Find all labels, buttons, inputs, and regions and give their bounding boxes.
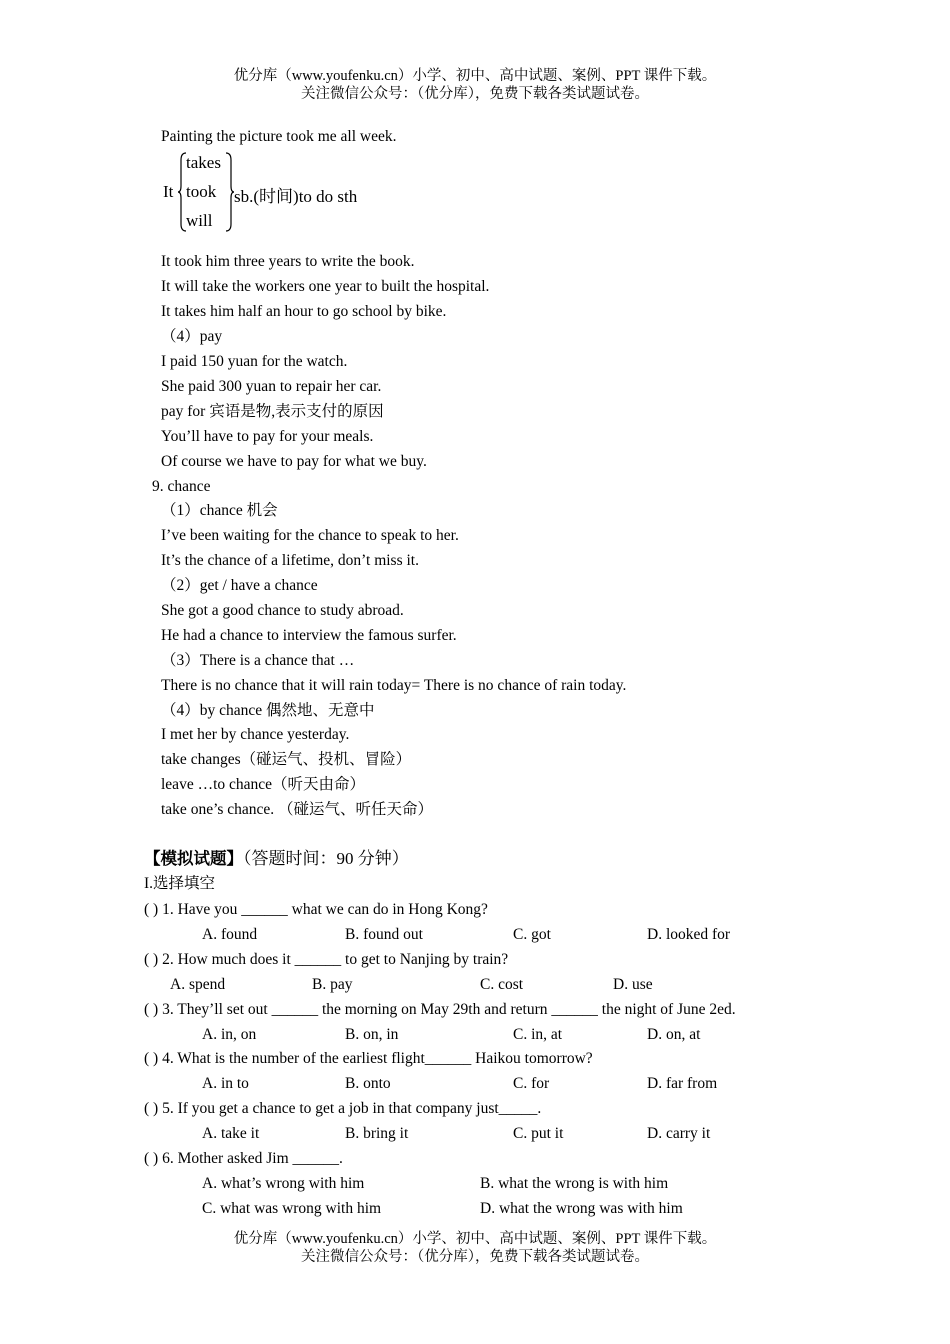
note-line: pay for 宾语是物,表示支付的原因 [161,403,384,420]
note-line: You’ll have to pay for your meals. [161,428,374,445]
note-line: Of course we have to pay for what we buy. [161,453,427,470]
note-line: I met her by chance yesterday. [161,726,350,743]
answer-option: D. looked for [647,926,731,943]
answer-option: A. what’s wrong with him [202,1175,365,1192]
answer-option: A. found [202,926,258,943]
answer-option: C. put it [513,1125,564,1142]
exam-title-label: 【模拟试题】 [144,849,243,868]
note-line: It’s the chance of a lifetime, don’t miss it. [161,552,419,569]
answer-option: D. what the wrong was with him [480,1200,683,1217]
note-line: take one’s chance. （碰运气、听任天命） [161,801,434,818]
answer-option: B. on, in [345,1026,399,1043]
formula-option-takes: takes [186,153,221,172]
answer-option: A. take it [202,1125,260,1142]
note-subheading: （4）by chance 偶然地、无意中 [161,702,375,719]
question-stem: ( ) 4. What is the number of the earliest flight______ Haikou tomorrow? [144,1050,593,1067]
note-line: He had a chance to interview the famous surfer. [161,627,457,644]
answer-option: D. carry it [647,1125,711,1142]
formula-it: It [163,182,174,201]
question-stem: ( ) 5. If you get a chance to get a job in that company just_____. [144,1100,542,1117]
answer-option: C. what was wrong with him [202,1200,382,1217]
note-line: It will take the workers one year to built the hospital. [161,278,490,295]
formula-option-will: will [186,211,213,230]
answer-option: C. cost [480,976,524,993]
answer-option: B. bring it [345,1125,409,1142]
exam-title [144,848,409,870]
note-line: There is no chance that it will rain today= There is no chance of rain today. [161,677,627,694]
answer-option: A. spend [170,976,226,993]
answer-option: D. use [613,976,653,993]
note-subheading: （1）chance 机会 [161,502,278,519]
answer-option: C. for [513,1075,550,1092]
formula-option-took: took [186,182,217,201]
answer-option: B. what the wrong is with him [480,1175,669,1192]
answer-option: B. found out [345,926,423,943]
answer-option: C. in, at [513,1026,563,1043]
note-line: leave …to chance（听天由命） [161,776,366,793]
exam-time: （答题时间：90 分钟） [243,849,409,868]
page-header-line-1: 优分库（www.youfenku.cn）小学、初中、高中试题、案例、PPT 课件下载。 [233,68,717,84]
answer-option: B. pay [312,976,353,993]
answer-option: D. far from [647,1075,718,1092]
answer-option: A. in, on [202,1026,257,1043]
note-line: take changes（碰运气、投机、冒险） [161,751,412,768]
note-line: She got a good chance to study abroad. [161,602,404,619]
example-sentence: Painting the picture took me all week. [161,128,397,145]
exam-part-heading: I.选择填空 [144,875,216,892]
note-line: It took him three years to write the book. [161,253,415,270]
question-stem: ( ) 3. They’ll set out ______ the morning on May 29th and return ______ the night of June 2ed. [144,1001,736,1018]
section-heading-chance: 9. chance [152,478,211,495]
question-stem: ( ) 1. Have you ______ what we can do in Hong Kong? [144,901,488,918]
answer-option: B. onto [345,1075,391,1092]
note-line: I paid 150 yuan for the watch. [161,353,348,370]
question-stem: ( ) 2. How much does it ______ to get to Nanjing by train? [144,951,509,968]
answer-option: D. on, at [647,1026,701,1043]
note-line: She paid 300 yuan to repair her car. [161,378,382,395]
note-subheading: （3）There is a chance that … [161,652,355,669]
question-stem: ( ) 6. Mother asked Jim ______. [144,1150,343,1167]
note-line: It takes him half an hour to go school by bike. [161,303,447,320]
answer-option: A. in to [202,1075,249,1092]
note-line: I’ve been waiting for the chance to speak to her. [161,527,459,544]
page-header-line-2: 关注微信公众号：（优分库），免费下载各类试题试卷。 [301,86,649,102]
formula-tail: sb.(时间)to do sth [234,187,358,206]
it-takes-formula [161,150,401,236]
page-footer-line-1: 优分库（www.youfenku.cn）小学、初中、高中试题、案例、PPT 课件下载。 [233,1231,717,1247]
note-subheading: （2）get / have a chance [161,577,318,594]
page-footer-line-2: 关注微信公众号：（优分库），免费下载各类试题试卷。 [301,1249,649,1265]
answer-option: C. got [513,926,551,943]
note-subheading: （4）pay [161,328,223,345]
